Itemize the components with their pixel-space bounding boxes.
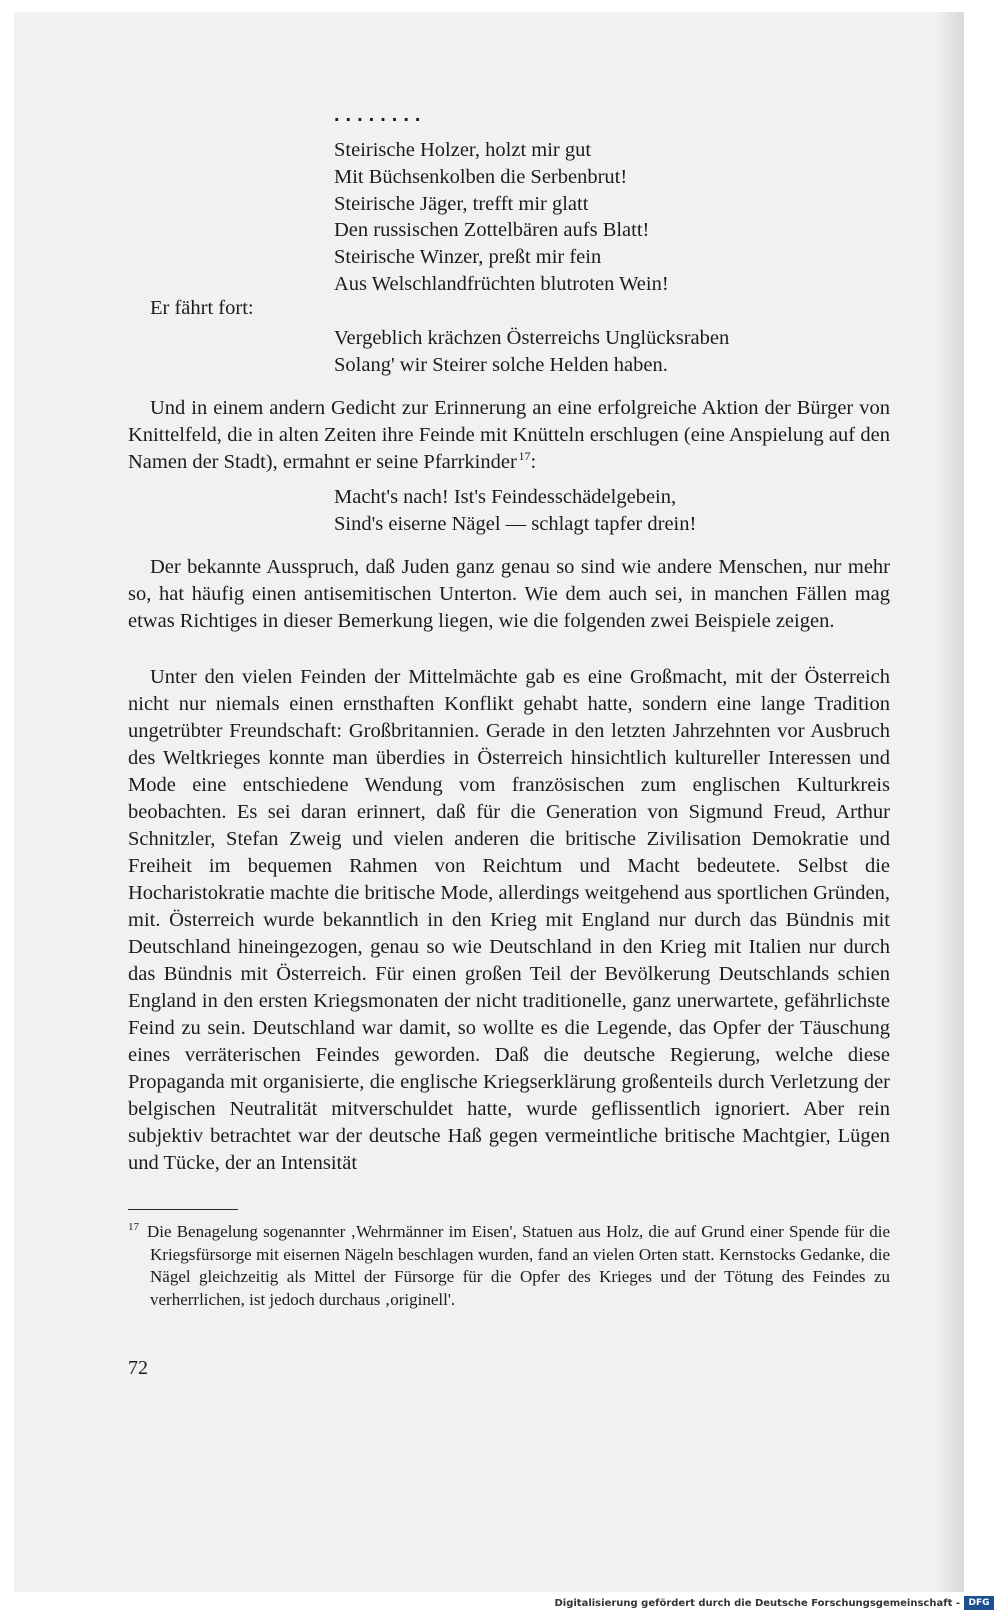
- poem-stanza-3: [334, 484, 696, 538]
- footnote-text: Die Benagelung sogenannter ‚Wehrmänner im Eisen', Statuen aus Holz, die auf Grund einer Spende für die Kriegsfürsorge mit eisernen Nägeln beschlagen wurden, fand an vielen Orten statt. Kernstocks Gedanke, die Nägel gleichzeitig als Mittel der Fürsorge für die Opfer des Krieges und der Tötung des Feindes zu verherrlichen, ist jedoch durchaus ‚originell'.: [147, 1222, 890, 1309]
- poem-line: Solang' wir Steirer solche Helden haben.: [334, 353, 668, 376]
- poem-line: Sind's eiserne Nägel — schlagt tapfer drein!: [334, 513, 697, 535]
- poem-line: Den russischen Zottelbären aufs Blatt!: [334, 219, 650, 242]
- poem-line: Mit Büchsenkolben die Serbenbrut!: [334, 165, 628, 188]
- paragraph-1-tail: :: [530, 451, 537, 473]
- paragraph-1: [128, 395, 890, 476]
- paragraph-2-text: Der bekannte Ausspruch, daß Juden ganz genau so sind wie andere Menschen, nur mehr so, hat häufig einen antisemitischen Unterton. Wie dem auch sei, in manchen Fällen mag etwas Richtiges in dieser Bemerkung liegen, wie die folgenden zwei Beispiele zeigen.: [128, 556, 890, 632]
- poem-line: Steirische Jäger, trefft mir glatt: [334, 192, 589, 215]
- poem-stanza-2: [334, 325, 729, 379]
- poem-line: Aus Welschlandfrüchten blutroten Wein!: [334, 272, 669, 295]
- digitization-credit: Digitalisierung gefördert durch die Deutsche Forschungsgemeinschaft -: [554, 1598, 960, 1609]
- footnote-reference[interactable]: 17: [518, 449, 531, 464]
- paragraph-3: [128, 664, 890, 1177]
- paragraph-2: [128, 554, 890, 635]
- poem-line: Steirische Winzer, preßt mir fein: [334, 246, 602, 269]
- paragraph-3-text: Unter den vielen Feinden der Mittelmächte gab es eine Großmacht, mit der Österreich nicht nur niemals einen ernsthaften Konflikt gehabt hatte, sondern eine lange Tradition ungetrübter Freundschaft: Großbritannien. Gerade in den letzten Jahrzehnten vor Ausbruch des Weltkrieges konnte man überdies in Österreich hinsichtlich kultureller Interessen und Mode eine entschiedene Wendung vom französischen zum englischen Kulturkreis beobachten. Es sei daran erinnert, daß für die Generation von Sigmund Freud, Arthur Schnitzler, Stefan Zweig und vielen anderen die britische Zivilisation Demokratie und Freiheit im bequemen Rahmen von Reichtum und Macht bedeutete. Selbst die Hocharistokratie machte die britische Mode, allerdings weitgehend aus sportlichen Gründen, mit. Österreich wurde bekanntlich in den Krieg mit England nur durch das Bündnis mit Deutschland hineingezogen, genau so wie Deutschland in den Krieg mit Italien nur durch das Bündnis mit Österreich. Für einen großen Teil der Bevölkerung Deutschlands schien England in den ersten Kriegsmonaten der nicht traditionelle, ganz unerwartete, gefährlichste Feind zu sein. Deutschland war damit, so wollte es die Legende, das Opfer der Täuschung eines verräterischen Feindes geworden. Daß die deutsche Regierung, welche diese Propaganda mit organisierte, die englische Kriegserklärung großenteils durch Verletzung der belgischen Neutralität mitverschuldet hatte, wurde geflissentlich ignoriert. Aber rein subjektiv betrachtet war der deutsche Haß gegen vermeintliche britische Machtgier, Lügen und Tücke, der an Intensität: [128, 666, 890, 1174]
- poem-line: Macht's nach! Ist's Feindesschädelgebein,: [334, 486, 677, 508]
- dfg-logo: DFG: [964, 1596, 994, 1610]
- intro-text: Er fährt fort:: [150, 297, 254, 319]
- poem-line: Steirische Holzer, holzt mir gut: [334, 139, 592, 161]
- paragraph-1-text: Und in einem andern Gedicht zur Erinnerung an eine erfolgreiche Aktion der Bürger von Knittelfeld, die in alten Zeiten ihre Feinde mit Knütteln erschlugen (eine Anspielung auf den Namen der Stadt), ermahnt er seine Pfarrkinder: [128, 397, 890, 473]
- footnote-17: [128, 1221, 890, 1311]
- page-number: 72: [128, 1357, 148, 1379]
- page-gutter-shadow: [936, 12, 964, 1592]
- footnote-number: 17: [128, 1221, 139, 1234]
- footnote-separator: [128, 1209, 238, 1210]
- poem-stanza-1: [334, 137, 669, 298]
- verse-ellipsis: ........: [334, 104, 427, 126]
- poem-line: Vergeblich krächzen Österreichs Unglücksraben: [334, 327, 730, 349]
